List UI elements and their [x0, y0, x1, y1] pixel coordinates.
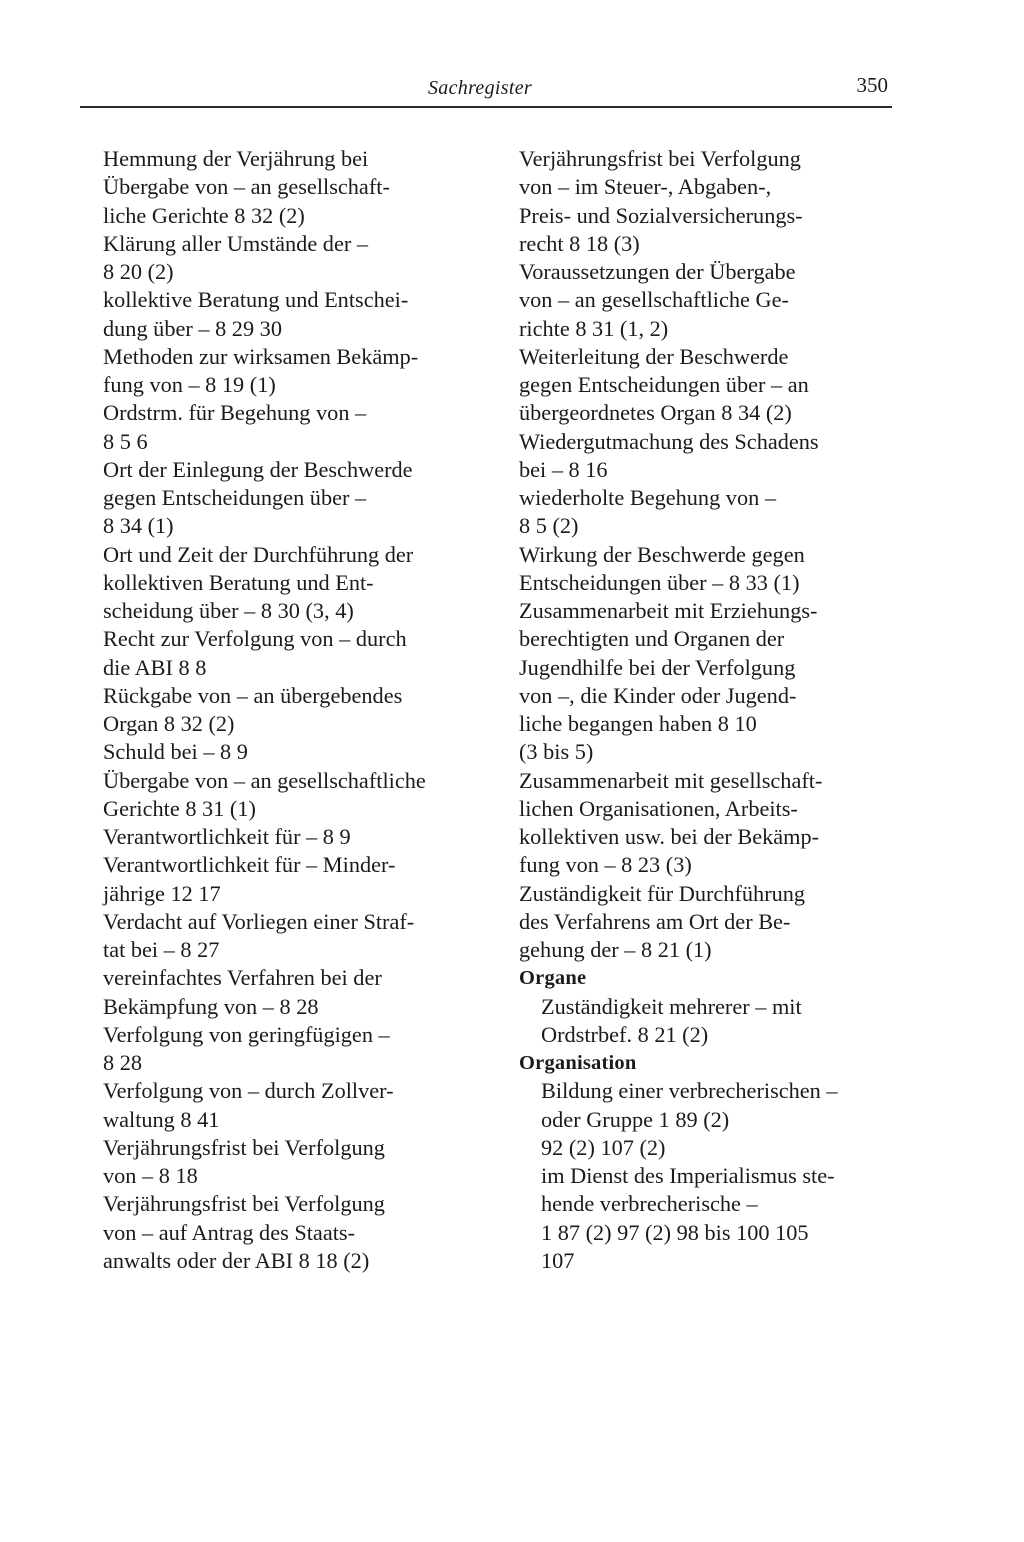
entry-line: kollektiven usw. bei der Bekämp- [519, 824, 820, 849]
header-rule [80, 106, 892, 108]
entry-line: Organ 8 32 (2) [103, 711, 235, 736]
index-entry [519, 541, 892, 598]
running-title: Sachregister [428, 77, 532, 99]
entry-line: anwalts oder der ABI 8 18 (2) [103, 1247, 370, 1273]
index-entry [103, 625, 453, 682]
index-subentry [541, 993, 892, 1050]
index-entry [519, 428, 892, 485]
entry-line: vereinfachtes Verfahren bei der [103, 965, 382, 991]
index-entry [103, 1134, 453, 1191]
entry-line: Methoden zur wirksamen Bekämp- [103, 343, 419, 369]
entry-line: Ort und Zeit der Durchführung der [103, 541, 414, 567]
entry-line: richte 8 31 (1, 2) [519, 315, 669, 341]
entry-line: fung von – 8 23 (3) [519, 852, 692, 878]
index-entry [519, 597, 892, 767]
entry-line: 8 20 (2) [103, 259, 174, 284]
entry-line: Ordstrbef. 8 21 (2) [541, 1021, 709, 1047]
index-entry [103, 1077, 453, 1134]
entry-line: 8 28 [103, 1050, 143, 1075]
entry-line: Wiedergutmachung des Schadens [519, 428, 819, 454]
entry-line: Weiterleitung der Beschwerde [519, 343, 789, 369]
entry-line: Verantwortlichkeit für – 8 9 [103, 824, 351, 849]
entry-line: von – an gesellschaftliche Ge- [519, 287, 789, 313]
entry-line: jährige 12 17 [103, 880, 221, 906]
index-entry [103, 682, 453, 739]
entry-line: tat bei – 8 27 [103, 937, 220, 962]
index-entry [519, 258, 892, 343]
index-entry [103, 1021, 453, 1078]
entry-line: kollektive Beratung und Entschei- [103, 287, 409, 313]
entry-line: wiederholte Begehung von – [519, 485, 776, 510]
entry-line: Entscheidungen über – 8 33 (1) [519, 569, 800, 595]
entry-line: berechtigten und Organen der [519, 626, 785, 652]
entry-line: im Dienst des Imperialismus ste- [541, 1163, 835, 1188]
entry-line: lichen Organisationen, Arbeits- [519, 795, 798, 821]
entry-line: Übergabe von – an gesellschaftliche [103, 767, 426, 793]
index-entry [103, 1190, 453, 1275]
entry-line: Verfolgung von geringfügigen – [103, 1021, 390, 1047]
entry-line: oder Gruppe 1 89 (2) [541, 1106, 730, 1132]
entry-line: bei – 8 16 [519, 456, 608, 482]
index-entry [103, 230, 453, 287]
index-entry [103, 456, 453, 541]
index-entry [103, 964, 453, 1021]
entry-line: 8 5 (2) [519, 513, 579, 539]
entry-line: Klärung aller Umstände der – [103, 230, 368, 256]
entry-line: Ort der Einlegung der Beschwerde [103, 456, 413, 482]
entry-line: von – im Steuer-, Abgaben-, [519, 174, 772, 200]
entry-line: übergeordnetes Organ 8 34 (2) [519, 400, 792, 426]
entry-line: Zuständigkeit mehrerer – mit [541, 993, 802, 1019]
index-entry [519, 145, 892, 258]
index-entry [519, 484, 892, 541]
entry-line: Bekämpfung von – 8 28 [103, 993, 319, 1019]
index-entry [103, 343, 453, 400]
entry-line: Verjährungsfrist bei Verfolgung [519, 146, 801, 171]
entry-line: Ordstrm. für Begehung von – [103, 400, 367, 426]
entry-line: (3 bis 5) [519, 739, 594, 765]
index-entry [519, 880, 892, 965]
entry-line: Verjährungsfrist bei Verfolgung [103, 1191, 385, 1217]
entry-line: Voraussetzungen der Übergabe [519, 259, 796, 284]
index-entry [103, 145, 453, 230]
entry-line: von –, die Kinder oder Jugend- [519, 682, 797, 708]
entry-line: Preis- und Sozialversicherungs- [519, 202, 803, 228]
index-heading: Organisation [519, 1052, 637, 1074]
entry-line: Verfolgung von – durch Zollver- [103, 1078, 394, 1104]
index-entry [103, 286, 453, 343]
entry-line: Schuld bei – 8 9 [103, 739, 248, 765]
entry-line: die ABI 8 8 [103, 654, 207, 680]
index-subentry [541, 1077, 892, 1162]
index-column-right [519, 145, 892, 1275]
index-column-left [103, 145, 453, 1275]
entry-line: Bildung einer verbrecherischen – [541, 1078, 838, 1104]
entry-line: gegen Entscheidungen über – [103, 485, 367, 510]
entry-line: waltung 8 41 [103, 1106, 220, 1132]
entry-line: dung über – 8 29 30 [103, 315, 282, 341]
entry-line: von – 8 18 [103, 1163, 198, 1188]
index-entry [103, 738, 453, 766]
entry-line: liche begangen haben 8 10 [519, 711, 757, 736]
entry-line: gehung der – 8 21 (1) [519, 937, 712, 962]
entry-line: 8 5 6 [103, 428, 148, 454]
index-entry [103, 908, 453, 965]
entry-line: Recht zur Verfolgung von – durch [103, 626, 407, 652]
entry-line: 1 87 (2) 97 (2) 98 bis 100 105 [541, 1219, 809, 1245]
index-subentry [541, 1162, 892, 1275]
entry-line: von – auf Antrag des Staats- [103, 1219, 356, 1245]
entry-line: Verdacht auf Vorliegen einer Straf- [103, 908, 415, 934]
entry-line: des Verfahrens am Ort der Be- [519, 908, 791, 934]
index-heading: Organe [519, 967, 587, 990]
index-entry [519, 343, 892, 428]
entry-line: kollektiven Beratung und Ent- [103, 569, 374, 595]
entry-line: Jugendhilfe bei der Verfolgung [519, 654, 796, 680]
entry-line: Hemmung der Verjährung bei [103, 146, 369, 171]
entry-line: 92 (2) 107 (2) [541, 1134, 666, 1160]
entry-line: 8 34 (1) [103, 513, 174, 539]
entry-line: Gerichte 8 31 (1) [103, 795, 256, 821]
entry-line: gegen Entscheidungen über – an [519, 372, 809, 397]
entry-line: Wirkung der Beschwerde gegen [519, 541, 805, 567]
entry-line: Zuständigkeit für Durchführung [519, 880, 806, 906]
entry-line: 107 [541, 1247, 575, 1273]
page-header [80, 68, 892, 108]
page-number: 350 [856, 73, 888, 97]
entry-line: Übergabe von – an gesellschaft- [103, 174, 390, 200]
entry-line: fung von – 8 19 (1) [103, 372, 276, 397]
entry-line: hende verbrecherische – [541, 1191, 758, 1217]
entry-line: Zusammenarbeit mit Erziehungs- [519, 598, 818, 623]
entry-line: recht 8 18 (3) [519, 230, 640, 256]
entry-line: Zusammenarbeit mit gesellschaft- [519, 767, 823, 793]
index-entry [103, 767, 453, 824]
index-entry [103, 823, 453, 851]
entry-line: Verantwortlichkeit für – Minder- [103, 852, 396, 878]
entry-line: liche Gerichte 8 32 (2) [103, 202, 305, 228]
index-entry [103, 851, 453, 908]
index-entry [519, 767, 892, 880]
entry-line: Verjährungsfrist bei Verfolgung [103, 1134, 385, 1160]
entry-line: Rückgabe von – an übergebendes [103, 682, 403, 708]
entry-line: scheidung über – 8 30 (3, 4) [103, 598, 354, 623]
index-entry [103, 399, 453, 456]
index-entry [103, 541, 453, 626]
